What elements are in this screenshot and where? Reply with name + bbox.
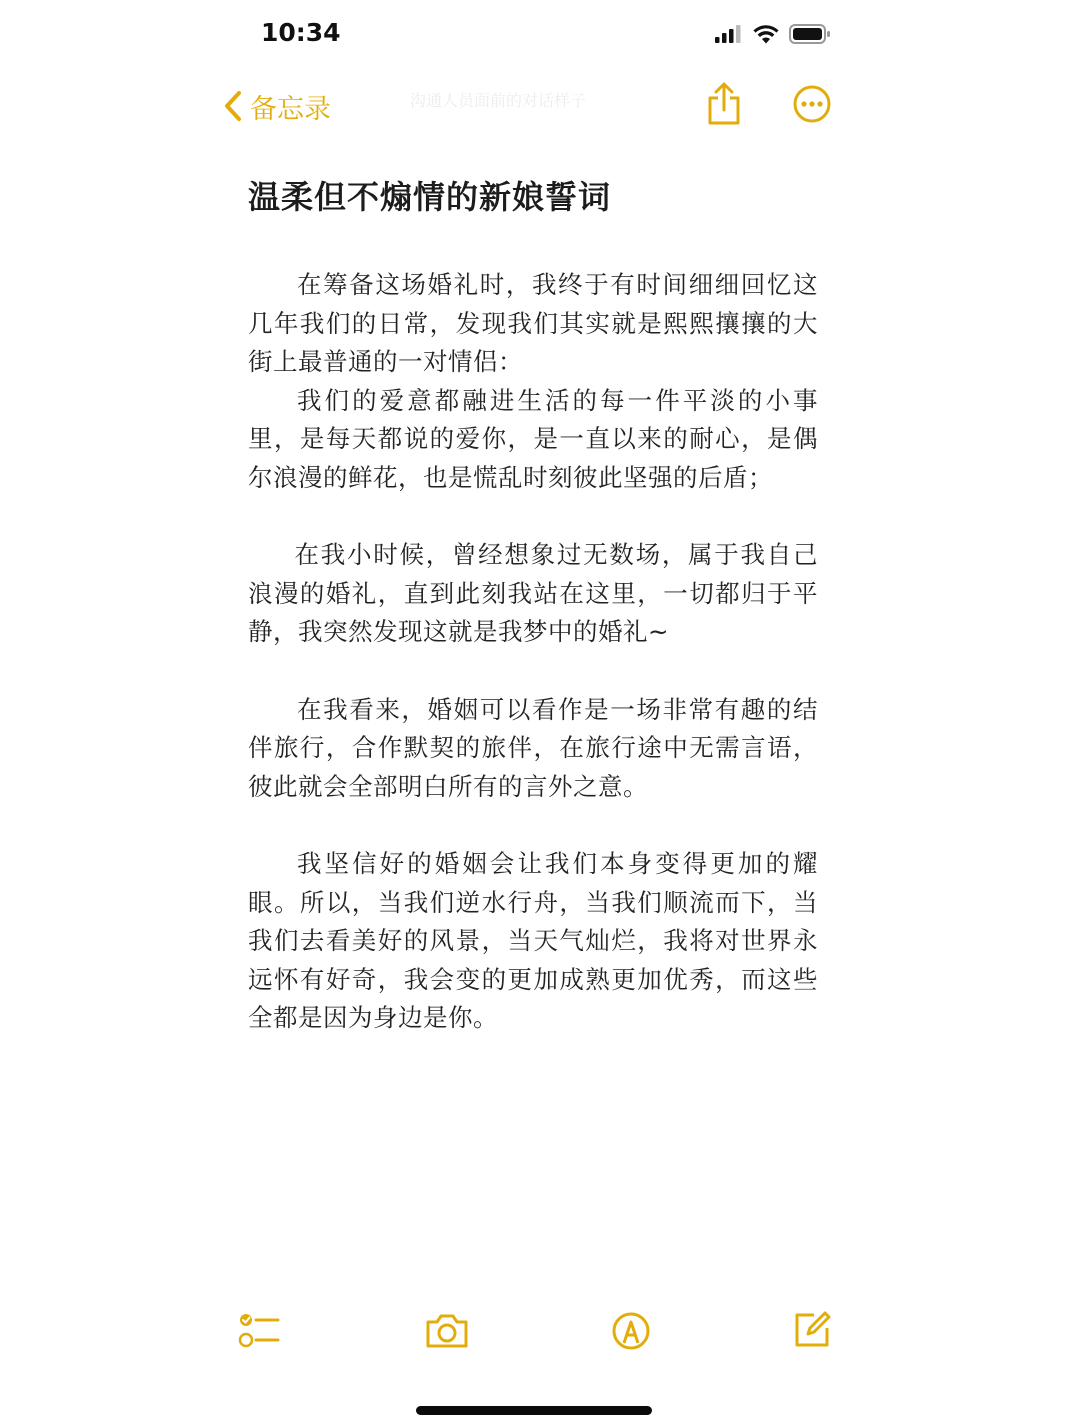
share-icon xyxy=(706,82,742,126)
navigation-bar xyxy=(0,78,1069,134)
note-body[interactable] xyxy=(248,172,818,1038)
battery-icon xyxy=(789,24,831,44)
nav-faded-title: 沟通人员面前的对话样子 xyxy=(410,91,587,110)
back-button-label: 备忘录 xyxy=(250,93,331,125)
compose-icon xyxy=(792,1310,832,1350)
back-button[interactable] xyxy=(222,86,331,126)
status-bar xyxy=(0,0,1069,72)
markup-icon xyxy=(610,1310,652,1352)
blank-line xyxy=(248,806,818,845)
chevron-left-icon xyxy=(222,89,244,123)
blank-line xyxy=(248,652,818,691)
note-paragraph[interactable]: 我坚信好的婚姻会让我们本身变得更加的耀眼。所以，当我们逆水行舟，当我们顺流而下，当我们去看美好的风景，当天气灿烂，我将对世界永远怀有好奇，我会变的更加成熟更加优秀，而这些全都是因为身边是你。 xyxy=(248,848,818,1033)
more-icon xyxy=(792,84,832,124)
status-icons xyxy=(715,24,831,44)
note-title[interactable]: 温柔但不煽情的新娘誓词 xyxy=(248,178,612,216)
bottom-toolbar xyxy=(0,1310,1069,1370)
note-paragraph[interactable]: 在筹备这场婚礼时，我终于有时间细细回忆这几年我们的日常，发现我们其实就是熙熙攘攘的大街上最普通的一对情侣： xyxy=(248,270,818,377)
home-indicator[interactable] xyxy=(416,1406,652,1415)
share-button[interactable] xyxy=(706,82,742,130)
camera-button[interactable] xyxy=(424,1310,470,1354)
cellular-signal-icon xyxy=(715,25,743,43)
wifi-icon xyxy=(753,25,779,44)
compose-button[interactable] xyxy=(792,1310,832,1354)
blank-line xyxy=(248,498,818,537)
checklist-button[interactable] xyxy=(238,1310,282,1354)
markup-button[interactable] xyxy=(610,1310,652,1356)
note-paragraph[interactable]: 在我看来，婚姻可以看作是一场非常有趣的结伴旅行，合作默契的旅伴，在旅行途中无需言语，彼此就会全部明白所有的言外之意。 xyxy=(248,694,818,801)
status-time: 10:34 xyxy=(261,18,341,47)
checklist-icon xyxy=(238,1310,282,1350)
note-paragraph[interactable]: 我们的爱意都融进生活的每一件平淡的小事里，是每天都说的爱你，是一直以来的耐心，是偶尔浪漫的鲜花，也是慌乱时刻彼此坚强的后盾； xyxy=(248,385,818,492)
camera-icon xyxy=(424,1310,470,1350)
note-paragraph[interactable]: 在我小时候，曾经想象过无数场，属于我自己浪漫的婚礼，直到此刻我站在这里，一切都归于平静，我突然发现这就是我梦中的婚礼~ xyxy=(248,540,818,647)
more-button[interactable] xyxy=(792,84,832,128)
